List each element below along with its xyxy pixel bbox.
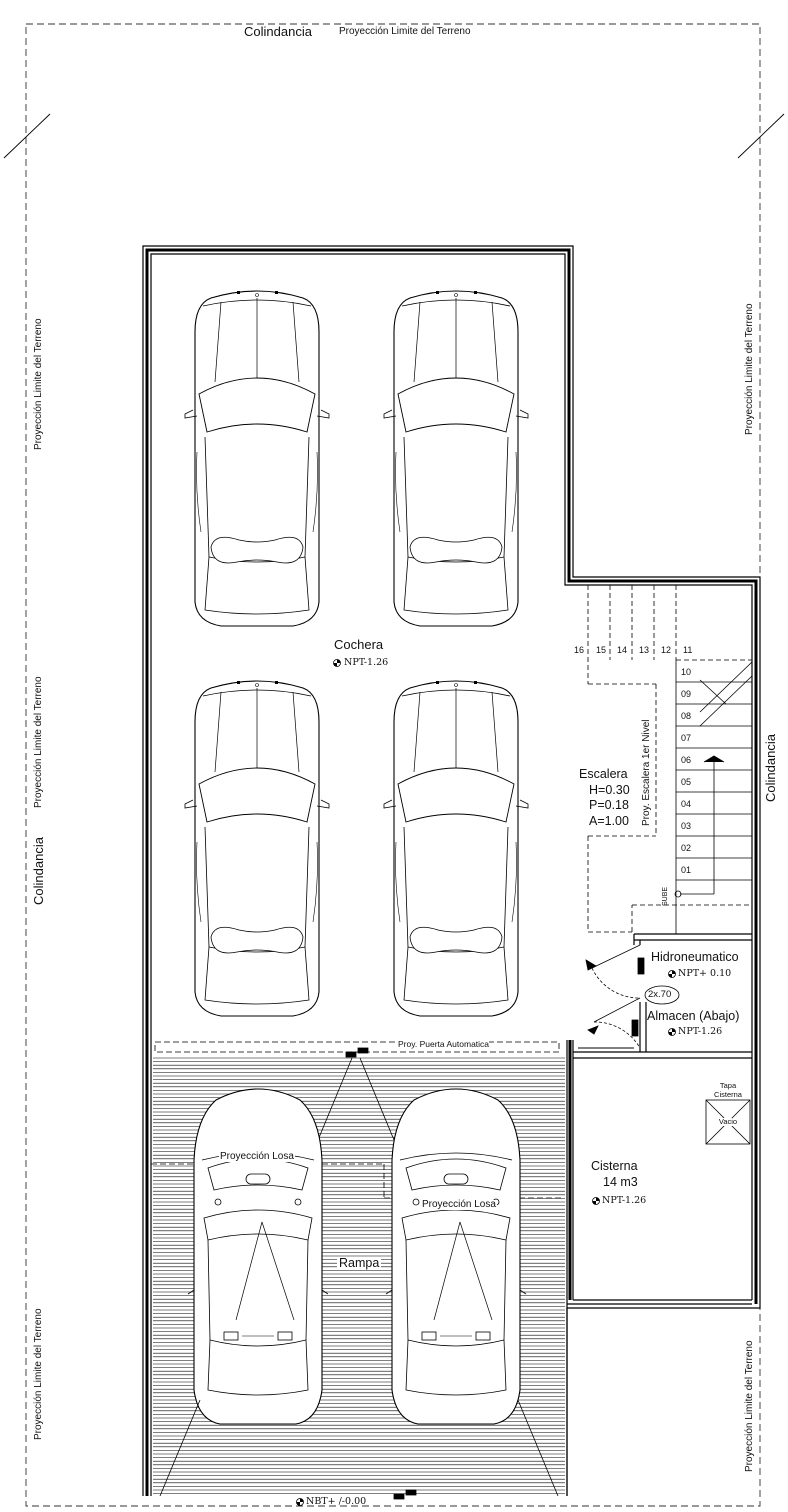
stair-a: A=1.00 (589, 814, 629, 828)
stair-step-number: 13 (639, 645, 650, 655)
cistern-capacity: 14 m3 (603, 1175, 638, 1189)
neighbor-top-label: Colindancia (244, 24, 312, 39)
neighbor-left-label: Colindancia (31, 837, 46, 905)
stair-step-number: 11 (683, 645, 693, 655)
garage-label: Cochera (334, 637, 384, 652)
car-4 (384, 681, 528, 1016)
storage-level: NPT-1.26 (678, 1026, 723, 1037)
door-swings (586, 945, 644, 1048)
stair-p: P=0.18 (589, 798, 629, 812)
neighbor-right-label: Colindancia (763, 734, 778, 802)
cistern-label: Cisterna (591, 1159, 638, 1173)
level-marker-hydro (669, 971, 676, 978)
level-marker-storage (669, 1029, 676, 1036)
level-marker-garage (334, 660, 341, 667)
stair-step-number: 10 (681, 667, 692, 677)
car-3 (185, 681, 329, 1016)
stair-step-number: 05 (681, 777, 692, 787)
ramp-label: Rampa (339, 1256, 380, 1270)
car-5 (188, 1089, 328, 1424)
cistern-cover-line2: Cisterna (708, 1091, 748, 1099)
stair-step-number: 09 (681, 689, 692, 699)
cistern-cover-void: Vacio (714, 1118, 742, 1126)
stair-step-number: 14 (617, 645, 628, 655)
stair-step-number: 03 (681, 821, 692, 831)
boundary-left-label-1: Proyección Limite del Terreno (33, 318, 44, 450)
door-tag: 2x.70 (648, 989, 672, 1000)
stair-h: H=0.30 (589, 783, 630, 797)
door-projection-label: Proy. Puerta Automatica (398, 1039, 490, 1049)
stair-projection-label: Proy. Escalera 1er Nivel (641, 719, 652, 826)
stair-drawing (588, 585, 752, 934)
level-marker-street (297, 1499, 304, 1506)
boundary-top-label: Proyección Limite del Terreno (339, 26, 471, 37)
stair-step-number: 16 (574, 645, 585, 655)
boundary-left-label-2: Proyección Limite del Terreno (33, 676, 44, 808)
stair-step-number: 08 (681, 711, 692, 721)
stair-step-number: 02 (681, 843, 692, 853)
cistern-cover-line1: Tapa (719, 1081, 737, 1090)
boundary-right-label-1: Proyección Limite del Terreno (744, 303, 755, 435)
slab-projection-left-label: Proyección Losa (220, 1151, 294, 1162)
hydro-level: NPT+ 0.10 (678, 968, 732, 979)
storage-label: Almacen (Abajo) (647, 1009, 740, 1023)
car-6 (386, 1089, 526, 1424)
stair-label: Escalera (579, 767, 628, 781)
boundary-left-label-3: Proyección Limite del Terreno (33, 1308, 44, 1440)
stair-step-number: 04 (681, 799, 692, 809)
hydro-label: Hidroneumatico (651, 950, 739, 964)
boundary-right-label-2: Proyección Limite del Terreno (744, 1340, 755, 1472)
stair-step-number: 06 (681, 755, 692, 765)
car-2 (384, 291, 528, 626)
level-marker-cistern (593, 1198, 600, 1205)
stair-step-number: 15 (596, 645, 607, 655)
stair-step-number: 12 (661, 645, 672, 655)
street-level: NBT+ /-0.00 (306, 1496, 367, 1507)
cistern-level: NPT-1.26 (602, 1195, 647, 1206)
slab-projection-right-label: Proyección Losa (422, 1199, 496, 1210)
car-1 (185, 291, 329, 626)
stair-step-number: 07 (681, 733, 692, 743)
garage-level: NPT-1.26 (344, 657, 389, 668)
stair-up-label: SUBE (662, 886, 669, 906)
stair-step-number: 01 (681, 865, 692, 875)
